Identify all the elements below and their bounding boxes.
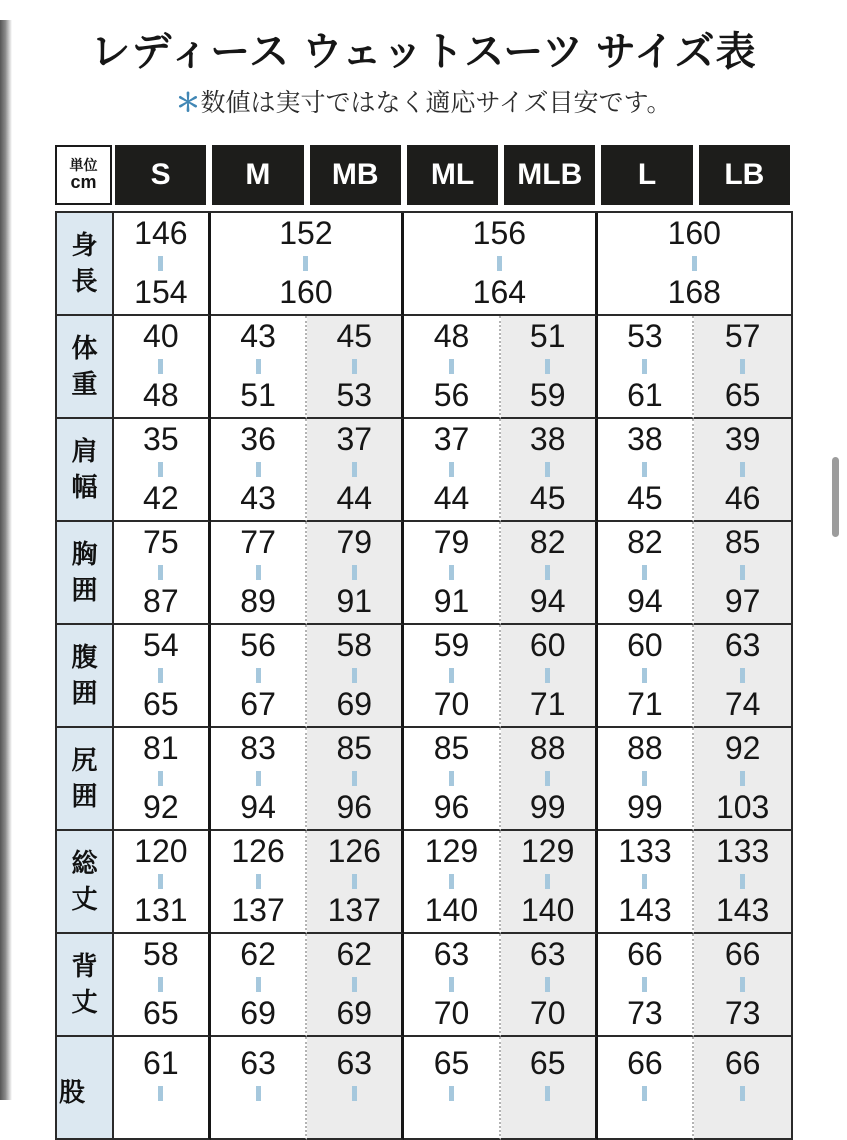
size-cell [694, 316, 791, 419]
range-bottom: 137 [231, 892, 285, 928]
page-note [0, 83, 847, 119]
range-bottom: 59 [529, 377, 566, 413]
range-dash [692, 256, 697, 271]
range-dash [158, 256, 163, 271]
size-cell [404, 1037, 501, 1140]
range-top: 63 [724, 627, 761, 664]
range-dash [158, 359, 163, 374]
size-cell [598, 1037, 695, 1140]
range-bottom: 69 [336, 686, 373, 722]
column-header-mb: MB [310, 145, 401, 205]
range-bottom: 168 [667, 274, 721, 310]
range-dash [256, 874, 261, 889]
range-top: 126 [231, 833, 285, 870]
range-top: 66 [627, 1045, 663, 1081]
table-body [55, 211, 793, 1140]
range-top: 37 [433, 421, 470, 458]
range-bottom: 46 [724, 480, 761, 516]
size-cell [114, 316, 211, 419]
range-bottom: 143 [715, 892, 770, 928]
range-bottom: 99 [529, 789, 566, 825]
size-cell [211, 934, 308, 1037]
range-dash [158, 668, 163, 683]
range-dash [256, 565, 261, 580]
range-dash [642, 874, 647, 889]
scrollbar-thumb[interactable] [832, 457, 839, 537]
range-top: 66 [724, 936, 761, 973]
range-dash [449, 462, 454, 477]
range-dash [642, 1086, 647, 1101]
range-dash [740, 565, 745, 580]
range-dash [158, 462, 163, 477]
range-bottom: 42 [143, 480, 179, 516]
size-cell [694, 728, 791, 831]
size-cell [307, 419, 404, 522]
range-dash [642, 462, 647, 477]
range-top: 60 [529, 627, 566, 664]
range-top: 85 [724, 524, 761, 561]
range-top: 40 [143, 318, 179, 355]
range-top: 120 [134, 833, 188, 870]
range-dash [352, 977, 357, 992]
range-bottom: 140 [521, 892, 575, 928]
range-bottom: 92 [143, 789, 179, 825]
size-cell [211, 522, 308, 625]
range-bottom: 94 [529, 583, 566, 619]
range-top: 65 [433, 1045, 470, 1081]
row-header-waist: 腹囲 [57, 625, 114, 728]
range-dash [545, 874, 550, 889]
range-bottom: 73 [627, 995, 663, 1031]
range-top: 77 [240, 524, 276, 561]
range-bottom: 70 [433, 686, 470, 722]
range-dash [158, 771, 163, 786]
range-bottom: 44 [336, 480, 373, 516]
range-dash [642, 977, 647, 992]
range-top: 45 [336, 318, 373, 355]
range-bottom: 131 [134, 892, 188, 928]
range-top: 92 [724, 730, 761, 767]
range-bottom: 71 [529, 686, 566, 722]
range-dash [352, 1086, 357, 1101]
range-bottom: 67 [240, 686, 276, 722]
size-table [55, 145, 793, 1140]
range-top: 146 [134, 215, 188, 252]
row-header-inseam: 股 [57, 1037, 114, 1140]
column-header-lb: LB [699, 145, 790, 205]
range-top: 51 [529, 318, 566, 355]
range-top: 129 [521, 833, 575, 870]
range-dash [449, 977, 454, 992]
size-cell [211, 831, 308, 934]
range-dash [449, 565, 454, 580]
range-dash [449, 771, 454, 786]
size-cell [307, 831, 404, 934]
range-top: 88 [529, 730, 566, 767]
size-cell [114, 934, 211, 1037]
range-dash [449, 668, 454, 683]
range-dash [740, 874, 745, 889]
range-top: 83 [240, 730, 276, 767]
range-dash [642, 565, 647, 580]
row-header-hip: 尻囲 [57, 728, 114, 831]
row-header-total-length: 総丈 [57, 831, 114, 934]
range-top: 62 [240, 936, 276, 973]
size-cell [694, 419, 791, 522]
range-top: 88 [627, 730, 663, 767]
range-bottom: 71 [627, 686, 663, 722]
range-dash [256, 668, 261, 683]
range-dash [352, 771, 357, 786]
range-top: 75 [143, 524, 179, 561]
range-top: 133 [618, 833, 672, 870]
size-cell [694, 1037, 791, 1140]
size-cell [694, 934, 791, 1037]
range-dash [256, 977, 261, 992]
range-bottom: 73 [724, 995, 761, 1031]
column-header-mlb: MLB [504, 145, 595, 205]
range-dash [303, 256, 308, 271]
range-bottom: 154 [134, 274, 188, 310]
range-bottom: 91 [433, 583, 470, 619]
size-cell [307, 522, 404, 625]
range-dash [352, 565, 357, 580]
size-cell [598, 419, 695, 522]
range-bottom: 70 [433, 995, 470, 1031]
unit-label-top: 単位 [69, 157, 98, 174]
range-bottom: 143 [618, 892, 672, 928]
range-dash [740, 359, 745, 374]
range-top: 63 [240, 1045, 276, 1081]
size-cell [307, 316, 404, 419]
column-header-l: L [601, 145, 692, 205]
range-dash [740, 462, 745, 477]
range-top: 79 [433, 524, 470, 561]
note-text: 数値は実寸ではなく適応サイズ目安です。 [200, 89, 672, 117]
range-dash [449, 1086, 454, 1101]
range-top: 82 [627, 524, 663, 561]
range-dash [352, 874, 357, 889]
range-top: 81 [143, 730, 179, 767]
range-dash [352, 359, 357, 374]
size-cell [501, 831, 598, 934]
range-top: 129 [424, 833, 479, 870]
range-bottom: 65 [724, 377, 761, 413]
range-top: 66 [724, 1045, 761, 1081]
range-top: 35 [143, 421, 179, 458]
range-bottom: 94 [627, 583, 663, 619]
range-bottom: 65 [143, 686, 179, 722]
page-title: レディース ウェットスーツ サイズ表 [90, 30, 757, 74]
range-top: 37 [336, 421, 373, 458]
table-header-row [55, 145, 793, 205]
range-top: 48 [433, 318, 470, 355]
size-cell [501, 934, 598, 1037]
range-top: 85 [336, 730, 373, 767]
range-top: 126 [327, 833, 381, 870]
range-bottom: 69 [336, 995, 373, 1031]
range-dash [256, 1086, 261, 1101]
range-bottom: 69 [240, 995, 276, 1031]
range-bottom: 51 [240, 377, 276, 413]
range-top: 66 [627, 936, 663, 973]
size-cell [598, 728, 695, 831]
size-cell [501, 522, 598, 625]
range-bottom: 97 [724, 583, 761, 619]
size-cell [404, 934, 501, 1037]
range-top: 152 [279, 215, 333, 252]
size-cell [501, 419, 598, 522]
size-cell [211, 728, 308, 831]
size-cell [307, 728, 404, 831]
range-top: 62 [336, 936, 373, 973]
range-top: 38 [529, 421, 566, 458]
size-cell [598, 213, 791, 316]
size-cell [404, 419, 501, 522]
range-top: 65 [529, 1045, 566, 1081]
size-cell [404, 625, 501, 728]
range-bottom: 43 [240, 480, 276, 516]
size-cell [211, 213, 404, 316]
range-bottom: 48 [143, 377, 179, 413]
size-cell [404, 831, 501, 934]
range-top: 38 [627, 421, 663, 458]
size-cell [114, 522, 211, 625]
row-header-shoulder: 肩幅 [57, 419, 114, 522]
range-dash [545, 565, 550, 580]
size-cell [114, 728, 211, 831]
range-dash [158, 977, 163, 992]
range-dash [545, 1086, 550, 1101]
size-cell [598, 625, 695, 728]
range-bottom: 44 [433, 480, 470, 516]
row-header-weight: 体重 [57, 316, 114, 419]
size-cell [598, 316, 695, 419]
column-header-s: S [115, 145, 206, 205]
size-cell [307, 934, 404, 1037]
range-top: 39 [724, 421, 761, 458]
range-bottom: 96 [433, 789, 470, 825]
range-top: 54 [143, 627, 179, 664]
range-dash [545, 977, 550, 992]
column-header-ml: ML [407, 145, 498, 205]
range-bottom: 74 [724, 686, 761, 722]
range-bottom: 65 [143, 995, 179, 1031]
range-dash [256, 359, 261, 374]
range-bottom: 53 [336, 377, 373, 413]
range-dash [158, 874, 163, 889]
size-cell [114, 831, 211, 934]
range-top: 63 [529, 936, 566, 973]
size-cell [501, 625, 598, 728]
range-dash [256, 462, 261, 477]
range-dash [545, 668, 550, 683]
size-cell [211, 316, 308, 419]
range-bottom: 137 [327, 892, 381, 928]
size-cell [501, 1037, 598, 1140]
range-dash [256, 771, 261, 786]
range-dash [642, 359, 647, 374]
size-cell [501, 728, 598, 831]
row-header-back-length: 背丈 [57, 934, 114, 1037]
range-dash [642, 668, 647, 683]
range-top: 61 [143, 1045, 179, 1081]
size-cell [114, 1037, 211, 1140]
range-bottom: 56 [433, 377, 470, 413]
range-dash [545, 771, 550, 786]
size-cell [211, 625, 308, 728]
range-top: 56 [240, 627, 276, 664]
size-cell [694, 831, 791, 934]
range-top: 59 [433, 627, 470, 664]
range-top: 79 [336, 524, 373, 561]
range-dash [449, 874, 454, 889]
size-cell [404, 316, 501, 419]
size-cell [211, 419, 308, 522]
range-dash [740, 771, 745, 786]
size-cell [307, 625, 404, 728]
size-cell [501, 316, 598, 419]
range-dash [158, 1086, 163, 1101]
range-dash [545, 359, 550, 374]
size-cell [694, 625, 791, 728]
range-bottom: 45 [529, 480, 566, 516]
size-cell [114, 625, 211, 728]
size-cell [598, 522, 695, 625]
column-header-m: M [212, 145, 303, 205]
range-bottom: 61 [627, 377, 663, 413]
screenshot-left-edge [0, 20, 12, 1100]
range-bottom: 94 [240, 789, 276, 825]
size-cell [598, 934, 695, 1037]
unit-label-bottom: cm [70, 171, 97, 192]
range-bottom: 45 [627, 480, 663, 516]
size-cell [404, 522, 501, 625]
range-dash [352, 462, 357, 477]
range-top: 53 [627, 318, 663, 355]
size-cell [404, 213, 597, 316]
range-bottom: 99 [627, 789, 663, 825]
size-cell [114, 419, 211, 522]
range-top: 133 [715, 833, 770, 870]
range-top: 63 [433, 936, 470, 973]
range-dash [158, 565, 163, 580]
size-cell [114, 213, 211, 316]
range-top: 85 [433, 730, 470, 767]
size-cell [694, 522, 791, 625]
range-dash [740, 1086, 745, 1101]
range-top: 58 [336, 627, 373, 664]
row-header-chest: 胸囲 [57, 522, 114, 625]
range-bottom: 96 [336, 789, 373, 825]
range-bottom: 103 [715, 789, 770, 825]
range-top: 63 [336, 1045, 373, 1081]
range-dash [449, 359, 454, 374]
size-cell [404, 728, 501, 831]
range-top: 43 [240, 318, 276, 355]
size-cell [307, 1037, 404, 1140]
range-dash [352, 668, 357, 683]
range-bottom: 70 [529, 995, 566, 1031]
range-top: 57 [724, 318, 761, 355]
range-dash [545, 462, 550, 477]
range-top: 160 [667, 215, 721, 252]
range-top: 36 [240, 421, 276, 458]
range-dash [497, 256, 502, 271]
range-dash [740, 668, 745, 683]
range-top: 82 [529, 524, 566, 561]
size-cell [211, 1037, 308, 1140]
range-bottom: 87 [143, 583, 179, 619]
range-bottom: 164 [472, 274, 527, 310]
range-top: 60 [627, 627, 663, 664]
range-dash [740, 977, 745, 992]
size-cell [598, 831, 695, 934]
range-top: 156 [472, 215, 527, 252]
range-bottom: 160 [279, 274, 333, 310]
range-bottom: 89 [240, 583, 276, 619]
range-top: 58 [143, 936, 179, 973]
row-header-height: 身長 [57, 213, 114, 316]
note-asterisk: ＊ [175, 89, 201, 117]
range-dash [642, 771, 647, 786]
range-bottom: 91 [336, 583, 373, 619]
range-bottom: 140 [424, 892, 479, 928]
unit-header-cell [55, 145, 112, 205]
